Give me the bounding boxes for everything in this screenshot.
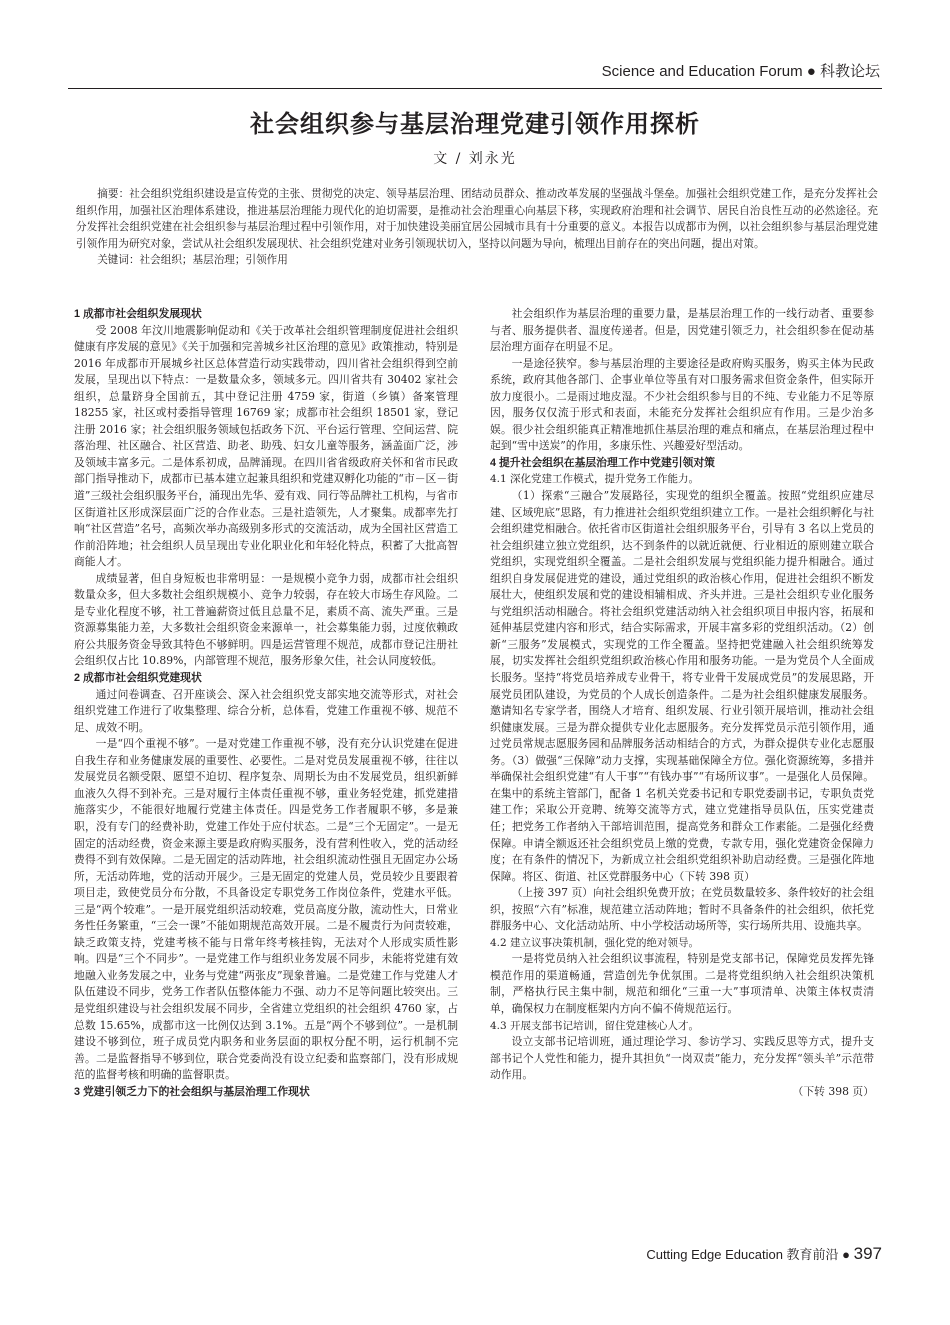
body-paragraph: （上接 397 页）向社会组织免费开放；在党员数量较多、条件较好的社会组织，按照“六有”标准，规范建立活动阵地；暂时不具备条件的社会组织，依托党群服务中心、文化活动站所、中小学校活动场所等，实行场所共用、设施共享。 [490,886,874,933]
section-heading: 4 提升社会组织在基层治理工作中党建引领对策 [490,456,715,469]
page-number: 397 [853,1244,882,1263]
right-column [490,306,874,1100]
footer-label: Cutting Edge Education 教育前沿 ● [646,1247,850,1262]
article-author: 文 / 刘永光 [433,151,517,167]
section-heading: 3 党建引领乏力下的社会组织与基层治理工作现状 [74,1085,310,1098]
subsection-heading: 4.1 深化党建工作模式，提升党务工作能力。 [490,473,700,486]
body-paragraph: 一是途径狭窄。参与基层治理的主要途径是政府购买服务，购买主体为民政系统，政府其他各部门、企事业单位等虽有对口服务需求但资金条件，但实际开放力度很小。二是雨过地皮湿。不少社会组织参与目的不纯、专业能力不足等原因，服务仅仅流于形式和表面，未能充分发挥社会组织应有作用。三是少治多娱。很少社会组织能真正精准地抓住基层治理的难点和痛点，在基层治理过程中起到“雪中送炭”的作用，多康乐性、兴趣爱好型活动。 [490,356,874,453]
journal-header: Science and Education Forum ● 科教论坛 [601,63,880,80]
body-paragraph: 社会组织作为基层治理的重要力量，是基层治理工作的一线行动者、重要参与者、服务提供者、温度传递者。但是，因党建引领乏力，社会组织参在促动基层治理方面存在明显不足。 [490,307,874,354]
abstract-block [76,186,878,269]
left-column [74,306,458,1100]
body-paragraph: 通过问卷调查、召开座谈会、深入社会组织党支部实地交流等形式，对社会组织党建工作进行了收集整理、综合分析，总体看，党建工作重视不够、规范不足、成效不明。 [74,687,458,734]
section-heading: 2 成都市社会组织党建现状 [74,672,202,685]
body-paragraph: （1）探索“三融合”发展路径，实现党的组织全覆盖。按照“党组织应建尽建、区域兜底”思路，有力推进社会组织党组织建立工作。一是社会组织孵化与社会组织建党相融合。依托省市区街道社会组织服务平台，引导有 3 名以上党员的社会组织建立独立党组织，达不到条件的以就近就便、行业相近的原则建立联合党组织，实现党组织全覆盖。二是社会组织发展与党组织能力提升相融合。通过组织自身发展促进党的建设，通过党组织的政治核心作用，促进社会组织不断发展壮大，使组织发展和党的建设相辅相成、齐头并进。三是社会组织专业化服务与党组织活动相融合。将社会组织党建活动纳入社会组织项目申报内容，拓展和延伸基层党建内容和形式，结合实际需求，开展丰富多彩的党组织活动。（2）创新“三服务”发展模式，实现党的工作全覆盖。坚持把党建融入社会组织统筹发展，切实发挥社会组织党组织政治核心作用和服务功能。一是为党员个人全面成长服务。坚持“将党员培养成专业骨干，将专业骨干发展成党员”的发展思路，开展党员团队建设，为党员的个人成长创造条件。二是为社会组织健康发展服务。邀请知名专家学者，围绕人才培育、组织发展、行业引领开展培训，推动社会组织健康发展。三是为群众提供专业化志愿服务。充分发挥党员示范引领作用，通过党员常规志愿服务园和品牌服务活动相结合的方式，为群众提供专业化志愿服务。（3）做强“三保障”动力支撑，实现基础保障全方位。强化资源统筹，多措并举确保社会组织党建“有人干事”“有钱办事”“有场所议事”。一是强化人员保障。在集中的系统主管部门，配备 1 名机关党委书记和专职党委副书记，专职负责党建工作；采取公开竞聘、统筹交流等方式，建立党建指导员队伍，压实党建责任；把党务工作者纳入干部培训范围，提高党务和群众工作素能。二是强化经费保障。申请全额返还社会组织党员上缴的党费，专款专用，强化党建资金保障力度；在有条件的情况下，为新成立社会组织党组织补助启动经费。三是强化阵地保障。将区、街道、社区党群服务中心（下转 398 页） [490,489,874,883]
section-heading: 1 成都市社会组织发展现状 [74,308,202,320]
body-paragraph: 设立支部书记培训班，通过理论学习、参访学习、实践反思等方式，提升支部书记个人党性和能力，提升其担负“一岗双责”能力，充分发挥“领头羊”示范带动作用。 [490,1035,874,1082]
body-paragraph: 成绩显著，但自身短板也非常明显：一是规模小竞争力弱，成都市社会组织数量众多，但大多数社会组织规模小、竞争力较弱，存在较大市场生存风险。二是专业化程度不够，社工普遍薪资过低且总量不足，素质不高、流失严重。三是资源募集能力差，大多数社会组织资金来源单一，社会募集能力弱，过度依赖政府公共服务资金导致其特色不够鲜明。四是运营管理不规范，成都市登记注册社会组织仅占比 10.89%，内部管理不规范，服务形象欠佳，社会认同度较低。 [74,571,458,668]
continuation-note: （下转 398 页） [792,1084,874,1098]
header-rule [68,88,882,89]
article-title: 社会组织参与基层治理党建引领作用探析 [250,109,700,138]
subsection-heading: 4.2 建立议事决策机制，强化党的绝对领导。 [490,936,700,949]
abstract-text: 摘要：社会组织党组织建设是宣传党的主张、贯彻党的决定、领导基层治理、团结动员群众、推动改革发展的坚强战斗堡垒。加强社会组织党建工作，是充分发挥社会组织作用，加强社区治理体系建设，推进基层治理能力现代化的迫切需要，是推动社会治理重心向基层下移，实现政府治理和社会调节、居民自治良性互动的必然途径。充分发挥社会组织党建在社会组织参与基层治理过程中引领作用，对于加快建设美丽宜居公园城市具有十分重要的意义。本报告以成都市为例，以社会组织参与基层治理党建引领作用为研究对象，尝试从社会组织发展现状、社会组织党建对业务引领现状切入，坚持以问题为导向，梳理出目前存在的突出问题，提出对策。 [76,188,878,250]
body-paragraph: 一是“四个重视不够”。一是对党建工作重视不够，没有充分认识党建在促进自我生存和业务健康发展的重要性、必要性。二是对党员发展重视不够，往往以发展党员名额受限、愿望不迫切、程序复杂、周期长为由不发展党员，组织新鲜血液久久得不到补充。三是对履行主体责任重视不够，重业务轻党建，抓党建措施落实少，不能很好地履行党建主体责任。四是党务工作者履职不够，多是兼职，没有专门的经费补助，党建工作处于应付状态。二是“三个无固定”。一是无固定的活动经费，资金来源主要是政府购买服务，没有营利性收入，党的活动经费得不到有效保障。二是无固定的活动阵地，社会组织流动性强且无固定办公场所，无活动阵地，党的活动开展少。三是无固定的党建人员，党员较少且要跟着项目走，致使党员分布分散，不具备设定专职党务工作岗位条件，党建水平低。三是“两个较难”。一是开展党组织活动较难，党员高度分散，流动性大，日常业务性任务繁重，“三会一课”不能如期规范高效开展。二是不履责行为问责较难，缺乏政策支持，党建考核不能与日常年终考核挂钩，无法对个人形成实质性影响。四是“三个不同步”。一是党建工作与组织业务发展不同步，未能将党建有效地融入业务发展之中，业务与党建“两张皮”现象普遍。二是党建工作与党建人才队伍建设不同步，党务工作者队伍整体能力不强、动力不足等问题比较突出。三是党组织建设与社会组织发展不同步，全省建立党组织的社会组织 4760 家，占总数 15.65%，成都市这一比例仅达到 3.1%。五是“两个不够到位”。一是机制建设不够到位，班子成员党内职务和业务层面的职权分配不明，运行机制不完善。二是监督指导不够到位，联合党委尚没有设立纪委和监察部门，没有形成规范的监督考核和明确的监督职责。 [74,737,458,1082]
body-paragraph: 受 2008 年汶川地震影响促动和《关于改革社会组织管理制度促进社会组织健康有序发展的意见》《关于加强和完善城乡社区治理的意见》政策推动，特别是 2016 年成都市开展城乡社区总体营造行动实践带动，四川省社会组织得到空前发展，呈现出以下特点：一是数量众多，领域多元。四川省共有 30402 家社会组织，总量跻身全国前五，其中登记注册 4759 家，街道（乡镇）备案管理 18255 家，社区或村委指导管理 16769 家；成都市社会组织 18501 家，登记注册 2016 家；社会组织服务领域包括政务下沉、平台运行管理、空间运营、院落治理、社区融合、社区营造、助老、助残、妇女儿童等服务，涵盖面广泛，涉及领域丰富多元。二是体系初成，品牌涌现。在四川省省级政府关怀和省市民政部门指导推动下，成都市已基本建立起兼具组织和党建双孵化功能的“市－区－街道”三级社会组织服务平台，涌现出先华、爱有戏、同行等品牌社工机构，与省市区街道社区形成深层面广泛的合作业态。三是社造领先，人才聚集。成都率先打响“社区营造”名号，高频次举办高级别多形式的交流活动，成为全国社区营造工作前沿阵地；社会组织人员呈现出专业化职业化和年轻化特点，积蓄了大批高智商能人才。 [74,323,458,569]
body-paragraph: 一是将党员纳入社会组织议事流程，特别是党支部书记，保障党员发挥先锋模范作用的渠道畅通，营造创先争优氛围。二是将党组织纳入社会组织决策机制，严格执行民主集中制，规范和细化“三重一大”事项清单、决策主体权责清单，确保权力在制度框架内方向不偏不倚规范运行。 [490,952,874,1015]
keywords: 关键词：社会组织；基层治理；引领作用 [97,254,288,267]
subsection-heading: 4.3 开展支部书记培训，留住党建核心人才。 [490,1019,700,1032]
page-footer [646,1244,882,1264]
